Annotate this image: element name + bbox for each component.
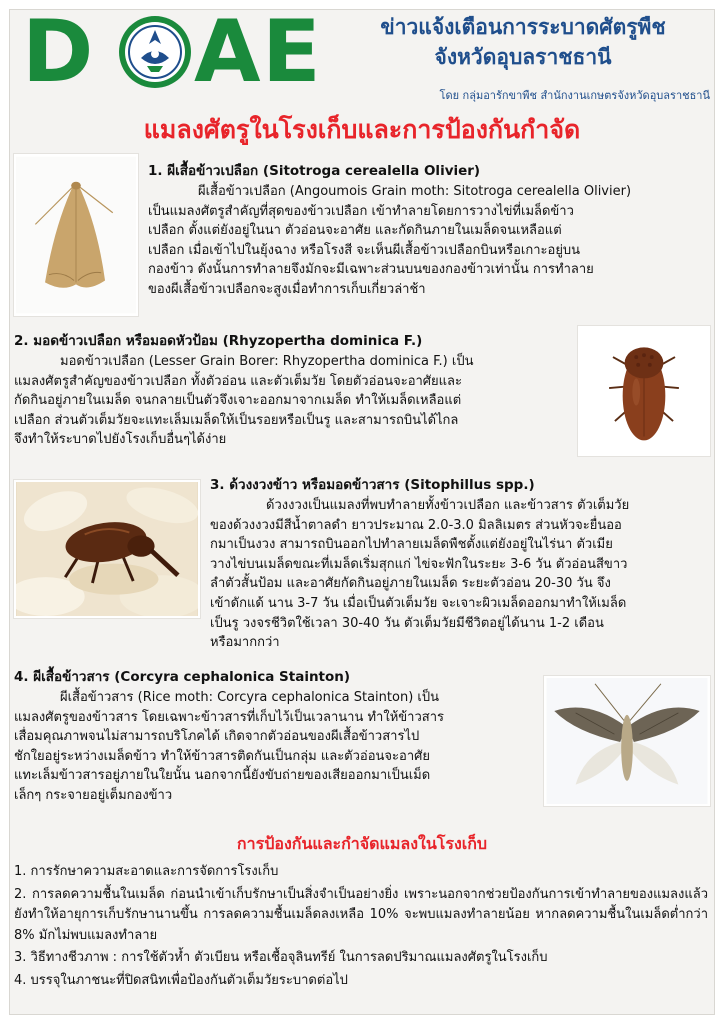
- prevention-list: [14, 862, 708, 993]
- section-grain-moth: [14, 160, 704, 300]
- section-text: หรือมากกว่า: [210, 635, 280, 651]
- section-text: เป็นรู วงจรชีวิตใช้เวลา 30-40 วัน ตัวเต็มวัยมีชีวิตอยู่ได้นาน 1-2 เดือน: [210, 615, 604, 631]
- section-text: ลำตัวสั้นป้อม และอาศัยกัดกินอยู่ภายในเมล็ด ระยะตัวอ่อน 20-30 วัน จึง: [210, 576, 611, 592]
- section-text: แมลงศัตรูของข้าวสาร โดยเฉพาะข้าวสารที่เก็บไว้เป็นเวลานาน ทำให้ข้าวสาร: [14, 709, 444, 725]
- section-text: เปลือก ส่วนตัวเต็มวัยจะแทะเล็มเมล็ดให้เป็นรอยหรือเป็นรู และสามารถบินได้ไกล: [14, 412, 459, 428]
- section-text: กมาเป็นงวง สามารถบินออกไปทำลายเมล็ดพืชตั้งแต่ยังอยู่ในไร่นา ตัวเมีย: [210, 537, 613, 553]
- prevention-item: 4. บรรจุในภาชนะที่ปิดสนิทเพื่อป้องกันตัวเต็มวัยระบาดต่อไป: [14, 972, 348, 988]
- prevention-title: การป้องกันและกำจัดแมลงในโรงเก็บ: [236, 834, 488, 853]
- agency-title: [338, 12, 708, 72]
- prevention-item: 1. การรักษาความสะอาดและการจัดการโรงเก็บ: [14, 864, 279, 879]
- agency-line-2: จังหวัดอุบลราชธานี: [434, 45, 612, 69]
- section-text: เป็นแมลงศัตรูสำคัญที่สุดของข้าวเปลือก เข้าทำลายโดยการวางไข่ที่เมล็ดข้าว: [148, 203, 574, 219]
- section-text: ด้วงงวงเป็นแมลงที่พบทำลายทั้งข้าวเปลือก และข้าวสาร ตัวเต็มวัย: [266, 498, 630, 513]
- section-text: ของผีเสื้อข้าวเปลือกจะสูงเมื่อทำการเก็บเกี่ยวล่าช้า: [148, 281, 426, 297]
- rice-moth-photo: [544, 676, 710, 806]
- section-text: เล็กๆ กระจายอยู่เต็มกองข้าว: [14, 787, 173, 803]
- section-text: วางไข่บนเมล็ดขณะที่เมล็ดเริ่มสุกแก่ ไข่จะฟักในระยะ 3-6 วัน ตัวอ่อนสีขาว: [210, 556, 628, 572]
- logo-letter-e: E: [262, 2, 319, 102]
- rice-weevil-icon: [16, 482, 198, 616]
- rice-moth-icon: [546, 678, 708, 804]
- section-heading: 4. ผีเสื้อข้าวสาร (Corcyra cephalonica Stainton): [14, 669, 351, 685]
- logo-letter-a: A: [194, 2, 259, 102]
- doae-logo: [22, 2, 334, 102]
- agency-byline: โดย กลุ่มอารักขาพืช สำนักงานเกษตรจังหวัดอุบลราชธานี: [439, 89, 710, 102]
- agency-line-1: ข่าวแจ้งเตือนการระบาดศัตรูพืช: [380, 15, 666, 39]
- section-heading: 2. มอดข้าวเปลือก หรือมอดหัวป้อม (Rhyzopertha dominica F.): [14, 333, 423, 349]
- prevention-item: 3. วิธีทางชีวภาพ : การใช้ตัวห้ำ ตัวเบียน หรือเชื้อจุลินทรีย์ ในการลดปริมาณแมลงศัตรูในโรงเก็บ: [14, 950, 548, 965]
- section-text: กัดกินอยู่ภายในเมล็ด จนกลายเป็นตัวจึงเจาะออกมาจากเมล็ด ทำให้เมล็ดเหลือแต่: [14, 393, 462, 409]
- section-text: แทะเล็มข้าวสารอยู่ภายในใยนั้น นอกจากนี้ยังขับถ่ายของเสียออกมาเป็นเม็ด: [14, 768, 431, 784]
- grain-borer-icon: [580, 328, 708, 454]
- section-heading: 3. ด้วงงวงข้าว หรือมอดข้าวสาร (Sitophillus spp.): [210, 477, 535, 493]
- doae-emblem-icon: [117, 14, 193, 90]
- section-text: ของด้วงงวงมีสีน้ำตาลดำ ยาวประมาณ 2.0-3.0 มิลลิเมตร ส่วนหัวจะยื่นออ: [210, 517, 622, 533]
- prevention-item: 2. การลดความชื้นในเมล็ด ก่อนนำเข้าเก็บรักษาเป็นสิ่งจำเป็นอย่างยิ่ง เพราะนอกจากช่วยป้องกันการเข้าทำลายของแมลงแล้ว ยังทำให้อายุการเก็บรักษานานขึ้น การลดความชื้นเมล็ดลงเหลือ 10% จะพบแมลงทำลายน้อย หากลดความชื้นในเมล็ดต่ำกว่า 8% มักไม่พบแมลงทำลาย: [14, 886, 708, 943]
- logo-letter-d: D: [22, 2, 92, 102]
- section-text: แมลงศัตรูสำคัญของข้าวเปลือก ทั้งตัวอ่อน และตัวเต็มวัย โดยตัวอ่อนจะอาศัยและ: [14, 373, 463, 389]
- section-rice-moth: [14, 666, 538, 806]
- section-text: ผีเสื้อข้าวเปลือก (Angoumois Grain moth: Sitotroga cerealella Olivier): [198, 184, 632, 199]
- section-text: เสื่อมคุณภาพจนไม่สามารถบริโภคได้ เกิดจากตัวอ่อนของผีเสื้อข้าวสารไป: [14, 729, 420, 745]
- section-text: เข้าดักแด้ นาน 3-7 วัน เมื่อเป็นตัวเต็มวัย จะเจาะผิวเมล็ดออกมาทำให้เมล็ด: [210, 595, 627, 611]
- section-heading: 1. ผีเสื้อข้าวเปลือก (Sitotroga cerealella Olivier): [148, 163, 481, 179]
- rice-weevil-photo: [14, 480, 200, 618]
- section-rice-weevil: [210, 474, 706, 653]
- section-text: จึงทำให้ระบาดไปยังโรงเก็บอื่นๆได้ง่าย: [14, 432, 227, 448]
- section-text: ผีเสื้อข้าวสาร (Rice moth: Corcyra cephalonica Stainton) เป็น: [60, 690, 439, 705]
- section-grain-borer: [14, 330, 574, 450]
- page-title: แมลงศัตรูในโรงเก็บและการป้องกันกำจัด: [143, 115, 581, 144]
- section-text: เปลือก ตั้งแต่ยังอยู่ในนา ตัวอ่อนจะอาศัย และกัดกินภายในเมล็ดจนเหลือแต่: [148, 223, 562, 239]
- section-text: ชักใยอยู่ระหว่างเมล็ดข้าว ทำให้ข้าวสารติดกันเป็นกลุ่ม และตัวอ่อนจะอาศัย: [14, 748, 431, 764]
- section-text: เปลือก เมื่อเข้าไปในยุ้งฉาง หรือโรงสี จะเห็นผีเสื้อข้าวเปลือกบินหรือเกาะอยู่บน: [148, 242, 581, 258]
- section-text: มอดข้าวเปลือก (Lesser Grain Borer: Rhyzopertha dominica F.) เป็น: [60, 354, 474, 369]
- section-text: กองข้าว ดังนั้นการทำลายจึงมักจะมีเฉพาะส่วนบนของกองข้าวเท่านั้น การทำลาย: [148, 262, 594, 278]
- grain-borer-photo: [578, 326, 710, 456]
